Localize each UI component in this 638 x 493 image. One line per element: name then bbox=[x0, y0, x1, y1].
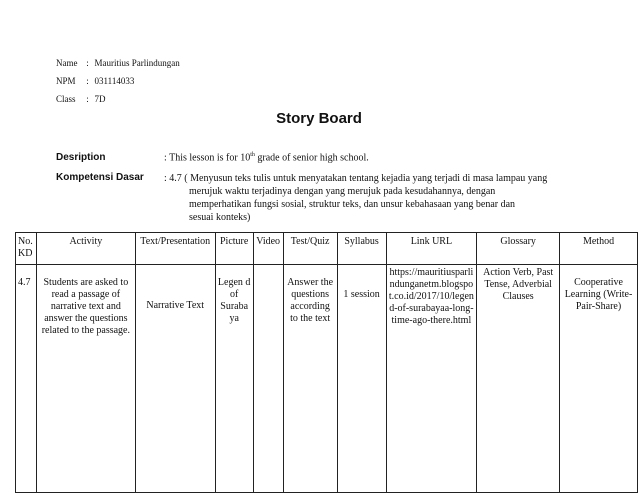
cell-picture: Legen d of Suraba ya bbox=[215, 265, 253, 493]
description-text-post: grade of senior high school. bbox=[254, 152, 369, 164]
header-text-presentation: Text/Presentation bbox=[135, 233, 215, 265]
description-label-row bbox=[56, 152, 148, 163]
header-video: Video bbox=[253, 233, 283, 265]
npm-value: 031114033 bbox=[94, 76, 135, 86]
description-label: Desription bbox=[56, 152, 106, 163]
class-value: 7D bbox=[94, 94, 106, 104]
name-line bbox=[56, 58, 180, 68]
cell-test-quiz: Answer the questions according to the text bbox=[283, 265, 337, 493]
kompetensi-line-4: sesuai konteks) bbox=[189, 212, 251, 223]
name-label: Name bbox=[56, 58, 78, 68]
description-text-pre: : This lesson is for 10 bbox=[164, 152, 251, 164]
description-text bbox=[164, 152, 369, 163]
npm-line bbox=[56, 76, 134, 86]
header-glossary: Glossary bbox=[477, 233, 560, 265]
cell-syllabus: 1 session bbox=[337, 265, 386, 493]
kompetensi-line-1: : 4.7 ( Menyusun teks tulis untuk menyatakan tentang kejadia yang terjadi di masa lampau yang bbox=[164, 173, 548, 184]
cell-video bbox=[253, 265, 283, 493]
kompetensi-label: Kompetensi Dasar bbox=[56, 172, 144, 183]
header-test-quiz: Test/Quiz bbox=[283, 233, 337, 265]
storyboard-table bbox=[15, 232, 638, 493]
header-link-url: Link URL bbox=[386, 233, 477, 265]
header-method: Method bbox=[560, 233, 638, 265]
kompetensi-line-3: memperhatikan fungsi sosial, struktur teks, dan unsur kebahasaan yang benar dan bbox=[189, 199, 516, 210]
npm-colon: : bbox=[86, 76, 89, 86]
kompetensi-label-row bbox=[56, 172, 148, 183]
table-row bbox=[16, 265, 638, 493]
cell-activity: Students are asked to read a passage of narrative text and answer the questions related to the passage. bbox=[36, 265, 135, 493]
page-title: Story Board bbox=[276, 110, 362, 127]
npm-label: NPM bbox=[56, 76, 76, 86]
class-line bbox=[56, 94, 106, 104]
cell-glossary: Action Verb, Past Tense, Adverbial Clauses bbox=[477, 265, 560, 493]
header-no-kd: No. KD bbox=[16, 233, 37, 265]
cell-no-kd: 4.7 bbox=[16, 265, 37, 493]
kompetensi-text bbox=[164, 172, 624, 224]
header-activity: Activity bbox=[36, 233, 135, 265]
table-header-row bbox=[16, 233, 638, 265]
cell-method: Cooperative Learning (Write-Pair-Share) bbox=[560, 265, 638, 493]
cell-text-presentation: Narrative Text bbox=[135, 265, 215, 493]
name-colon: : bbox=[86, 58, 89, 68]
header-picture: Picture bbox=[215, 233, 253, 265]
cell-link-url[interactable]: https://mauritiusparlindunganetm.blogspot.co.id/2017/10/legend-of-surabayaa-long-time-ago-there.html bbox=[386, 265, 477, 493]
header-syllabus: Syllabus bbox=[337, 233, 386, 265]
description-text-sup: th bbox=[250, 152, 255, 158]
class-colon: : bbox=[86, 94, 89, 104]
kompetensi-line-2: merujuk waktu terjadinya dengan yang merujuk pada kesudahannya, dengan bbox=[189, 186, 496, 197]
name-value: Mauritius Parlindungan bbox=[94, 58, 180, 68]
class-label: Class bbox=[56, 94, 76, 104]
